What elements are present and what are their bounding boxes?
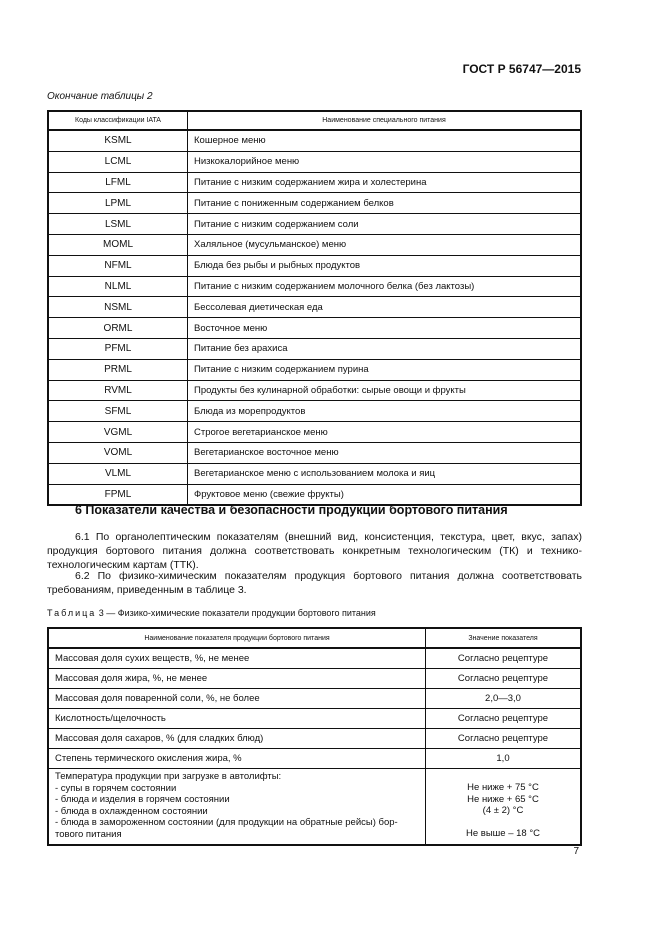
table2-header-codes: Коды классификации IATA — [48, 111, 188, 130]
iata-code-cell: NSML — [48, 297, 188, 318]
indicator-cell: Массовая доля поваренной соли, %, не более — [48, 689, 426, 709]
table-row — [48, 749, 581, 769]
temperature-line: - блюда и изделия в горячем состоянии — [55, 794, 230, 805]
table-row — [48, 463, 581, 484]
temperature-row — [48, 769, 581, 846]
table3-header-value: Значение показателя — [426, 628, 582, 648]
table-2 — [47, 110, 582, 506]
iata-code-cell: PRML — [48, 359, 188, 380]
temperature-value: (4 ± 2) °С — [482, 805, 524, 816]
iata-code-cell: NLML — [48, 276, 188, 297]
value-cell: Согласно рецептуре — [426, 709, 582, 729]
temperature-line: - супы в горячем состоянии — [55, 782, 177, 794]
meal-name-cell: Низкокалорийное меню — [188, 151, 582, 172]
temperature-value — [432, 817, 574, 829]
table-row — [48, 380, 581, 401]
iata-code-cell: VGML — [48, 422, 188, 443]
meal-name-cell: Продукты без кулинарной обработки: сырые овощи и фрукты — [188, 380, 582, 401]
meal-name-cell: Питание с низким содержанием соли — [188, 214, 582, 235]
temperature-value: Не ниже + 75 °С — [467, 782, 539, 793]
meal-name-cell: Бессолевая диетическая еда — [188, 297, 582, 318]
table-row — [48, 689, 581, 709]
meal-name-cell: Вегетарианское восточное меню — [188, 442, 582, 463]
table-row — [48, 318, 581, 339]
table-row — [48, 151, 581, 172]
meal-name-cell: Блюда из морепродуктов — [188, 401, 582, 422]
iata-code-cell: RVML — [48, 380, 188, 401]
meal-name-cell: Питание с низким содержанием пурина — [188, 359, 582, 380]
value-cell: 1,0 — [426, 749, 582, 769]
table3-caption — [47, 608, 376, 618]
indicator-cell: Массовая доля сухих веществ, %, не менее — [48, 648, 426, 669]
meal-name-cell: Блюда без рыбы и рыбных продуктов — [188, 255, 582, 276]
iata-code-cell: ORML — [48, 318, 188, 339]
value-cell: Согласно рецептуре — [426, 648, 582, 669]
paragraph-6-1-text: 6.1 По органолептическим показателям (внешний вид, консистенция, текстура, цвет, вкус, запах) продукция бортового питания должна соответствовать конкретным технологическим (ТК) и технико-технологическим картам (ТТК). — [47, 531, 582, 571]
iata-code-cell: LSML — [48, 214, 188, 235]
temperature-line: тового питания — [55, 828, 122, 840]
indicator-cell: Массовая доля сахаров, % (для сладких блюд) — [48, 729, 426, 749]
paragraph-6-1 — [47, 530, 582, 572]
table-row — [48, 276, 581, 297]
table3-caption-prefix: Таблица — [47, 608, 97, 618]
paragraph-6-2-text: 6.2 По физико-химическим показателям продукция бортового питания должна соответствовать требованиям, приведенным в таблице 3. — [47, 570, 582, 596]
iata-code-cell: LCML — [48, 151, 188, 172]
table2-header-names: Наименование специального питания — [188, 111, 582, 130]
meal-name-cell: Фруктовое меню (свежие фрукты) — [188, 484, 582, 505]
table-3 — [47, 627, 582, 846]
indicator-cell: Степень термического окисления жира, % — [48, 749, 426, 769]
temperature-line: Температура продукции при загрузке в автолифты: — [55, 771, 282, 782]
table-row — [48, 422, 581, 443]
indicator-cell: Массовая доля жира, %, не менее — [48, 669, 426, 689]
table-row — [48, 234, 581, 255]
meal-name-cell: Питание с низким содержанием молочного белка (без лактозы) — [188, 276, 582, 297]
meal-name-cell: Халяльное (мусульманское) меню — [188, 234, 582, 255]
table-row — [48, 130, 581, 151]
paragraph-6-2 — [47, 569, 582, 597]
table-row — [48, 255, 581, 276]
table-row — [48, 729, 581, 749]
table-row — [48, 297, 581, 318]
value-cell: Согласно рецептуре — [426, 669, 582, 689]
iata-code-cell: SFML — [48, 401, 188, 422]
table-row — [48, 648, 581, 669]
iata-code-cell: KSML — [48, 130, 188, 151]
temperature-indicator-cell — [48, 769, 426, 846]
meal-name-cell: Кошерное меню — [188, 130, 582, 151]
iata-code-cell: LFML — [48, 172, 188, 193]
iata-code-cell: LPML — [48, 193, 188, 214]
iata-code-cell: FPML — [48, 484, 188, 505]
iata-code-cell: PFML — [48, 338, 188, 359]
table-row — [48, 214, 581, 235]
iata-code-cell: MOML — [48, 234, 188, 255]
table-row — [48, 709, 581, 729]
value-cell: Согласно рецептуре — [426, 729, 582, 749]
table-row — [48, 193, 581, 214]
table3-header-row — [48, 628, 581, 648]
table-row — [48, 172, 581, 193]
meal-name-cell: Питание с пониженным содержанием белков — [188, 193, 582, 214]
table-row — [48, 401, 581, 422]
iata-code-cell: VOML — [48, 442, 188, 463]
table-row — [48, 669, 581, 689]
standard-code: ГОСТ Р 56747—2015 — [462, 62, 581, 76]
meal-name-cell: Питание без арахиса — [188, 338, 582, 359]
value-cell: 2,0—3,0 — [426, 689, 582, 709]
meal-name-cell: Строгое вегетарианское меню — [188, 422, 582, 443]
temperature-value: Не ниже + 65 °С — [467, 793, 539, 805]
table2-header-row — [48, 111, 581, 130]
indicator-cell: Кислотность/щелочность — [48, 709, 426, 729]
temperature-line: - блюда в охлажденном состоянии — [55, 805, 208, 817]
page-number: 7 — [573, 846, 579, 857]
table-row — [48, 442, 581, 463]
table-row — [48, 359, 581, 380]
table3-header-indicator: Наименование показателя продукции бортового питания — [48, 628, 426, 648]
table2-continuation-caption: Окончание таблицы 2 — [47, 91, 153, 102]
section-6-title: 6 Показатели качества и безопасности продукции бортового питания — [75, 503, 508, 517]
meal-name-cell: Вегетарианское меню с использованием молока и яиц — [188, 463, 582, 484]
table-row — [48, 338, 581, 359]
iata-code-cell: NFML — [48, 255, 188, 276]
meal-name-cell: Восточное меню — [188, 318, 582, 339]
meal-name-cell: Питание с низким содержанием жира и холестерина — [188, 172, 582, 193]
temperature-value: Не выше – 18 °С — [466, 828, 540, 839]
temperature-line: - блюда в замороженном состоянии (для продукции на обратные рейсы) бор- — [55, 817, 398, 828]
iata-code-cell: VLML — [48, 463, 188, 484]
table3-caption-text: 3 — Физико-химические показатели продукции бортового питания — [96, 608, 376, 618]
temperature-value-cell — [426, 769, 582, 846]
